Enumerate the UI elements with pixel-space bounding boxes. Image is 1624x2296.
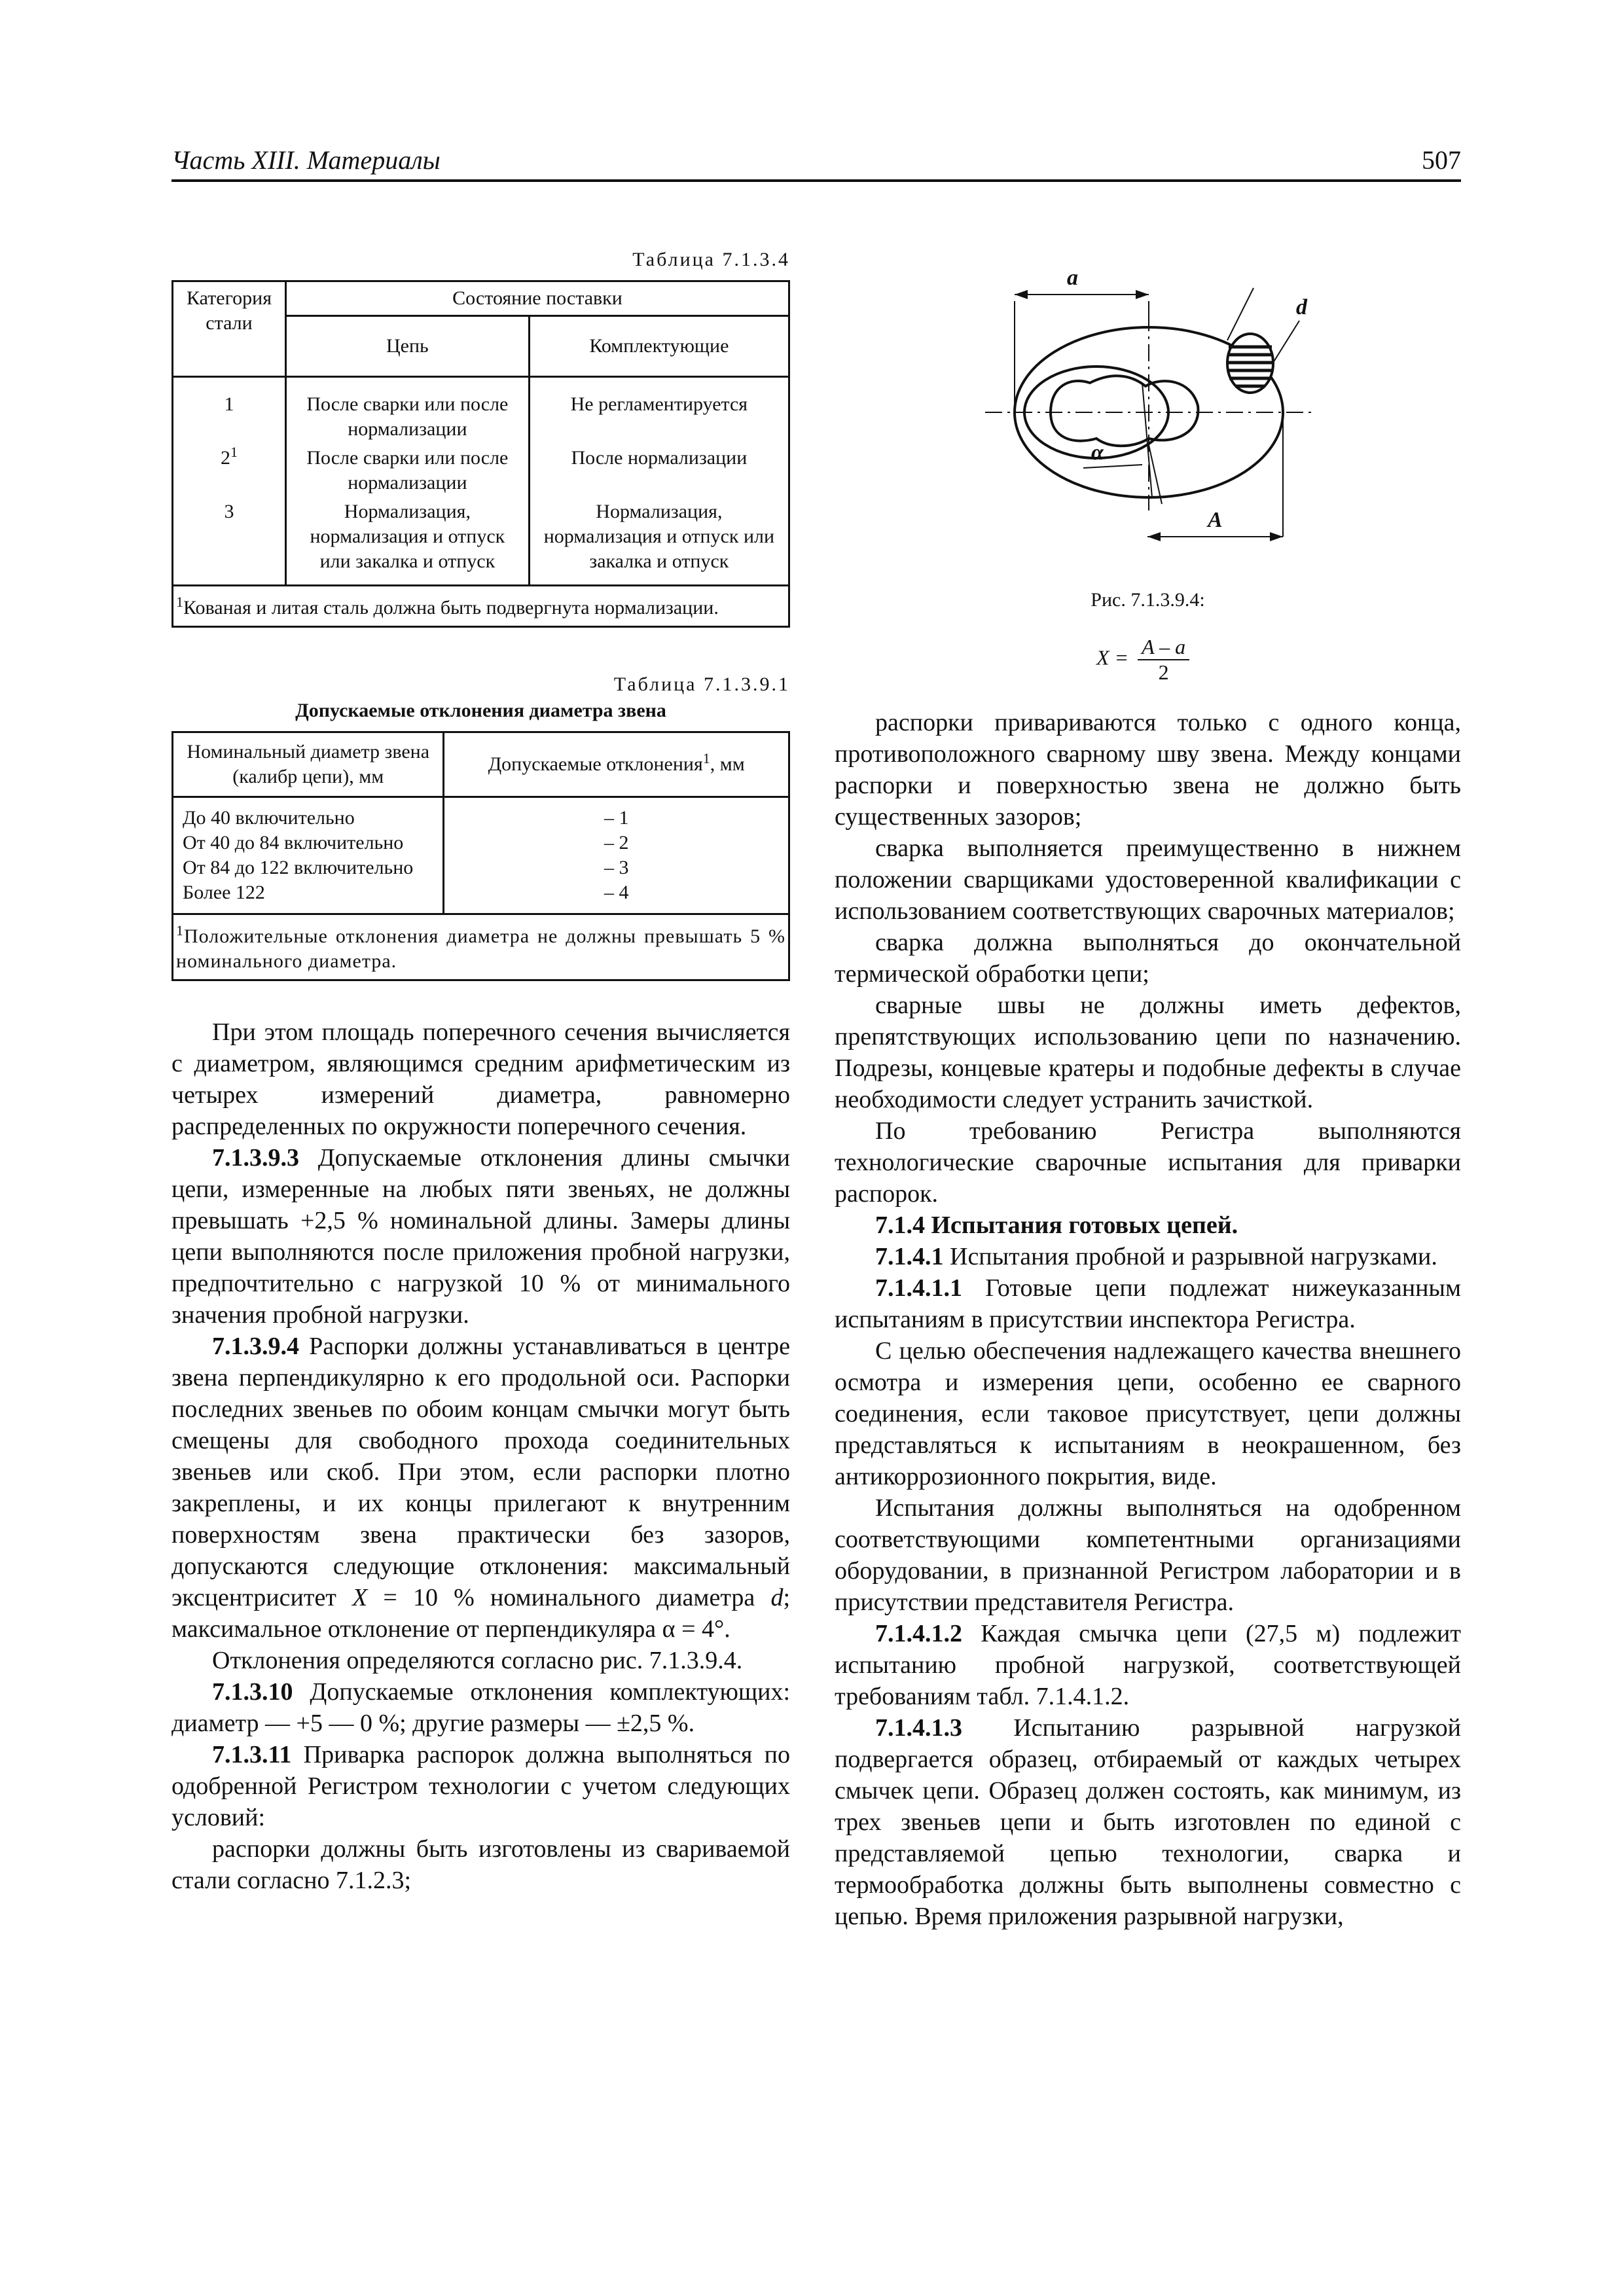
formula-lhs: X = — [1096, 645, 1129, 670]
clause-number: 7.1.4.1.2 — [875, 1620, 962, 1647]
table-7-1-3-9-1 — [171, 731, 790, 981]
clause-number: 7.1.3.9.3 — [212, 1144, 299, 1172]
paragraph — [835, 1618, 1461, 1712]
header-chain: Цепь — [286, 316, 530, 377]
symbol-d: d — [770, 1584, 784, 1611]
cell-category — [173, 446, 286, 499]
clause-text: Допускаемые отклонения длины смычки цепи, измеренные на любых пяти звеньях, не должны превышать +2,5 % номинальной длины. Замеры длины цепи выполняются после приложения пробной нагрузки, предпочтительно с нагрузкой 10 % от минимального значения пробной нагрузки. — [171, 1144, 790, 1329]
list-item: – 3 — [604, 857, 629, 878]
paragraph — [171, 1331, 790, 1645]
label-alpha: α — [1091, 440, 1104, 465]
list-item: От 40 до 84 включительно — [183, 832, 404, 853]
footnote-mark: 1 — [230, 444, 238, 460]
clause-number: 7.1.4.1.3 — [875, 1714, 962, 1742]
cell-chain: После сварки или после нормализации — [286, 446, 530, 499]
header-supply-state: Состояние поставки — [286, 281, 789, 316]
header-nominal-diameter: Номинальный диаметр звена (калибр цепи), мм — [173, 732, 444, 797]
cell-category — [173, 377, 286, 446]
alpha-leader — [1083, 465, 1142, 468]
formula-fraction — [1138, 635, 1189, 685]
category-value: 2 — [221, 447, 230, 469]
paragraph: Отклонения определяются согласно рис. 7.1.3.9.4. — [212, 1647, 743, 1674]
table-1-caption: Таблица 7.1.3.4 — [632, 249, 790, 270]
paragraph — [835, 1241, 1461, 1272]
formula-numerator: A – a — [1138, 635, 1189, 660]
paragraph — [171, 1142, 790, 1331]
footnote-mark: 1 — [702, 750, 710, 766]
paragraph: По требованию Регистра выполняются технологические сварочные испытания для приварки распорок. — [835, 1117, 1461, 1208]
table-row — [173, 499, 789, 586]
running-title: Часть XIII. Материалы — [171, 145, 441, 175]
header-steel-category: Категория стали — [173, 281, 286, 377]
page-number: 507 — [1422, 145, 1461, 175]
paragraph: При этом площадь поперечного сечения вычисляется с диаметром, являющимся средним арифметическим из четырех измерений диаметра, равномерно распределенных по окружности поперечного сечения. — [171, 1018, 790, 1140]
deviation-column — [444, 797, 789, 914]
label-d: d — [1296, 295, 1307, 319]
footnote-mark: 1 — [176, 922, 184, 939]
clause-number: 7.1.4.1.1 — [875, 1274, 962, 1302]
figure-caption: Рис. 7.1.3.9.4: — [1091, 589, 1205, 611]
figure-chain-link — [835, 249, 1461, 707]
left-column — [171, 249, 790, 1896]
paragraph — [835, 1272, 1461, 1335]
chain-link-drawing — [835, 249, 1461, 589]
label-a: a — [1067, 266, 1078, 290]
page-header — [171, 143, 1461, 182]
table-7-1-3-4 — [171, 280, 790, 628]
table-2-title: Допускаемые отклонения диаметра звена — [295, 700, 666, 721]
diameter-column — [173, 797, 444, 914]
header-parts: Комплектующие — [529, 316, 789, 377]
header-deviations — [444, 732, 789, 797]
paragraph: сварные швы не должны иметь дефектов, препятствующих использованию цепи по назначению. Подрезы, концевые кратеры и подобные дефекты в случае необходимости следует устранить зачисткой. — [835, 992, 1461, 1113]
table-row — [173, 446, 789, 499]
stud — [1051, 376, 1198, 446]
clause-text: Распорки должны устанавливаться в центре звена перпендикулярно к его продольной оси. Распорки последних звеньев по обоим концам смычки могут быть смещены для свободного прохода соединительных звеньев или скоб. При этом, если распорки плотно закреплены, и их концы прилегают к внутренним поверхностям звена практически без зазоров, допускаются следующие отклонения: максимальный эксцентриситет — [171, 1333, 790, 1611]
cell-parts: Не регламентируется — [529, 377, 789, 446]
header-deviations-text: Допускаемые отклонения — [488, 753, 703, 775]
table-row — [173, 377, 789, 446]
list-item: До 40 включительно — [183, 807, 355, 829]
clause-number: 7.1.4.1 — [875, 1243, 944, 1270]
list-item: Более 122 — [183, 882, 265, 903]
list-item: – 1 — [604, 807, 629, 829]
paragraph: Испытания должны выполняться на одобренном соответствующими компетентными организациями оборудовании, в признанной Регистром лаборатории и в присутствии представителя Регистра. — [835, 1494, 1461, 1616]
header-deviations-unit: , мм — [710, 753, 745, 775]
list-item: – 2 — [604, 832, 629, 853]
cell-category: 3 — [173, 499, 286, 586]
list-item: От 84 до 122 включительно — [183, 857, 414, 878]
paragraph: С целью обеспечения надлежащего качества внешнего осмотра и измерения цепи, особенно ее сварного соединения, если таковое присутствует, цепи должны представляться к испытаниям в неокрашенном, без антикоррозионного покрытия, виде. — [835, 1337, 1461, 1490]
list-item: – 4 — [604, 882, 629, 903]
cell-chain: Нормализация, нормализация и отпуск или закалка и отпуск — [286, 499, 530, 586]
symbol-x: X — [352, 1584, 368, 1611]
label-A: A — [1208, 508, 1223, 532]
clause-text: = 10 % номинального диаметра — [367, 1584, 771, 1611]
dimension-d-line — [1227, 288, 1254, 340]
clause-number: 7.1.3.11 — [212, 1741, 292, 1768]
paragraph: распорки привариваются только с одного конца, противоположного сварному шву звена. Между концами распорки и поверхностью звена не должно быть существенных зазоров; — [835, 709, 1461, 831]
table-2-caption: Таблица 7.1.3.9.1 — [613, 673, 790, 695]
category-value: 1 — [224, 393, 234, 415]
clause-text: Допускаемые отклонения комплектующих: диаметр — +5 — 0 %; другие размеры — ±2,5 %. — [171, 1678, 790, 1737]
clause-text: ; максимальное отклонение от перпендикуляра α = 4°. — [171, 1584, 790, 1643]
table-2-footnote — [173, 914, 789, 980]
paragraph: распорки должны быть изготовлены из свариваемой стали согласно 7.1.2.3; — [171, 1835, 790, 1894]
clause-text: Испытанию разрывной нагрузкой подвергается образец, отбираемый от каждых четырех смычек цепи. Образец должен состоять, как минимум, из трех звеньев цепи и быть изготовлен по единой с представляемой цепью технологии, сварка и термообработка должны быть выполнены совместно с цепью. Время приложения разрывной нагрузки, — [835, 1714, 1461, 1930]
table-1-footnote — [173, 586, 789, 627]
formula-denominator: 2 — [1158, 660, 1169, 684]
clause-text: Каждая смычка цепи (27,5 м) подлежит испытанию пробной нагрузкой, соответствующей требованиям табл. 7.1.4.1.2. — [835, 1620, 1461, 1710]
clause-text: Испытания пробной и разрывной нагрузками. — [943, 1243, 1437, 1270]
cell-parts: После нормализации — [529, 446, 789, 499]
right-column — [835, 249, 1461, 1932]
clause-text: Приварка распорок должна выполняться по одобренной Регистром технологии с учетом следующих условий: — [171, 1741, 790, 1831]
footnote-text: Положительные отклонения диаметра не должны превышать 5 % номинального диаметра. — [176, 925, 785, 972]
formula — [1096, 635, 1189, 685]
footnote-mark: 1 — [176, 594, 183, 610]
cell-parts: Нормализация, нормализация и отпуск или закалка и отпуск — [529, 499, 789, 586]
paragraph — [171, 1676, 790, 1739]
clause-text: Готовые цепи подлежат нижеуказанным испытаниям в присутствии инспектора Регистра. — [835, 1274, 1461, 1333]
footnote-text: Кованая и литая сталь должна быть подвергнута нормализации. — [183, 597, 719, 619]
section-heading: 7.1.4 Испытания готовых цепей. — [875, 1211, 1238, 1239]
clause-number: 7.1.3.10 — [212, 1678, 293, 1706]
cell-chain: После сварки или после нормализации — [286, 377, 530, 446]
clause-number: 7.1.3.9.4 — [212, 1333, 299, 1360]
paragraph: сварка должна выполняться до окончательной термической обработки цепи; — [835, 929, 1461, 988]
paragraph — [835, 1712, 1461, 1932]
paragraph: сварка выполняется преимущественно в нижнем положении сварщиками удостоверенной квалификации с использованием соответствующих сварочных материалов; — [835, 834, 1461, 925]
paragraph — [171, 1739, 790, 1833]
cross-section — [1227, 334, 1273, 393]
